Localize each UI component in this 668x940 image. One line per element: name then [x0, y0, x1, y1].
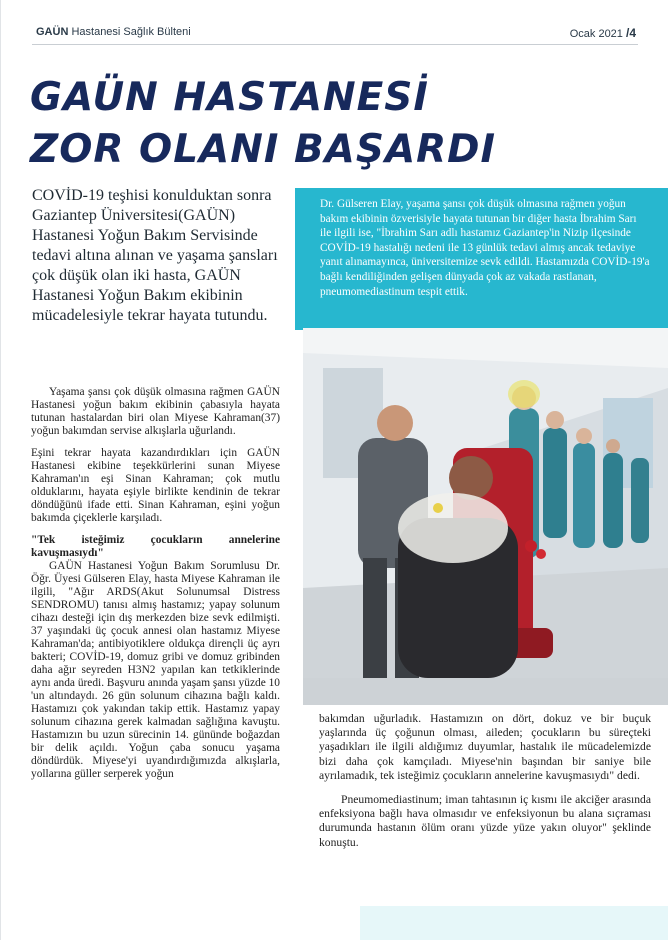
headline-line-2: ZOR OLANI BAŞARDI	[30, 127, 497, 172]
paragraph-3: GAÜN Hastanesi Yoğun Bakım Sorumlusu Dr. Öğr. Üyesi Gülseren Elay, hasta Miyese Kahraman ile ilgili, "Ağır ARDS(Akut Solunumsal Distress SENDROMU) tanısı almış hastamız; yapay solunum cihazı desteği için dış merkezden bize sevk edilmişti. 37 yaşındaki üç çocuk annesi olan hastamız Miyese Kahraman'da; antibiyotiklere oldukça dirençli üç ayrı bakteri; COVİD-19, domuz gribi ve domuz gribinden daha ağır seyreden H3N2 yapılan kan tetkiklerinde aynı anda üredi. Başvuru anında yaşam şansı yüzde 10 'un altındaydı. 26 gün solunum cihazına bağlı kaldı. Hastamızı çok yakından takip ettik. Hastamız yapay solunum cihazına gerek kalmadan sağlığına kavuştu. Hastamızın bu uzun sürecinin 14. gününde boğazdan bir delik açıldı. Yoğun çaba sonucu yaşama döndürdük. Miyese'yi uyandırdığımızda alkışlarla, yollarına güller serperek yoğun	[31, 560, 280, 780]
page-edge-line	[0, 0, 1, 940]
article-headline	[30, 72, 630, 176]
paragraph-4: bakımdan uğurladık. Hastamızın on dört, dokuz ve bir buçuk yaşlarında üç çoğunun olması, aileden; çocukların bu süreçteki yaşadıkları ile ilgili aldığımız duyumlar, hastalık ile mücadelemizde bizi daha çok kamçıladı. Miyese'nin başından bir saniye bile ayrılamadık, tek isteğimiz çocukların annelerine kavuşmasıydı" dedi.	[319, 712, 651, 782]
page-number: /4	[625, 26, 636, 40]
bulletin-title	[36, 26, 191, 38]
bulletin-name: Hastanesi Sağlık Bülteni	[71, 26, 191, 38]
article-photo	[303, 328, 668, 705]
header-divider	[32, 44, 638, 45]
article-lead: COVİD-19 teşhisi konulduktan sonra Gaziantep Üniversitesi(GAÜN) Hastanesi Yoğun Bakım Servisinde tedavi altına alınan ve yaşama şansları çok düşük olan iki hasta, GAÜN Hastanesi Yoğun Bakım ekibinin mücadelesiyle tekrar hayata tutundu.	[32, 187, 278, 324]
bulletin-brand: GAÜN	[36, 26, 69, 38]
paragraph-2: Eşini tekrar hayata kazandırdıkları için GAÜN Hastanesi ekibine teşekkürlerini sunan Miyese Kahraman'ın eşi Sinan Kahraman; çok mutlu olduklarını, hayata eşiyle birlikte kendinin de tekrar döndüğünü ifade etti. Sinan Kahraman, eşini yoğun bakımda çiçeklerle karşıladı.	[31, 447, 280, 524]
photo-illustration	[303, 328, 668, 705]
issue-date: Ocak 2021	[569, 28, 623, 40]
page-header	[36, 24, 636, 42]
corner-accent	[360, 906, 668, 940]
quote-subheading: "Tek isteğimiz çocukların annelerine kavuşmasıydı"	[31, 534, 280, 559]
highlight-text: Dr. Gülseren Elay, yaşama şansı çok düşük olmasına rağmen yoğun bakım ekibinin özverisiyle hayata tutunan bir diğer hasta İbrahim Sarı ile ilgili ise, "İbrahim Sarı adlı hastamız Gaziantep'in Nizip ilçesinde COVİD-19 hastalığı nedeni ile 13 günlük tedavi almış ancak tedaviye yanıt alınamayınca, üniversitemize sevk edildi. Hastamızda COVİD-19'a bağlı kendiliğinden gelişen dünyada çok az vakada rastlanan, pneumomediastinum tespit ettik.	[320, 198, 650, 298]
headline-line-1: GAÜN HASTANESİ	[30, 75, 429, 120]
paragraph-5: Pneumomediastinum; iman tahtasının iç kısmı ile akciğer arasında enfeksiyona bağlı hava olmasıdır ve enfeksiyonun bu alana sıçraması durumunda hastanın ölüm oranı yüzde yüze yakın oluyor" şeklinde konuştu.	[319, 793, 651, 849]
paragraph-1: Yaşama şansı çok düşük olmasına rağmen GAÜN Hastanesi yoğun bakım ekibinin çabasıyla hayata tutunan hastalardan biri olan Miyese Kahraman(37) yoğun bakımdan servise alkışlarla uğurlandı.	[31, 386, 280, 437]
issue-info	[570, 26, 636, 40]
left-column	[31, 386, 280, 790]
right-column	[319, 712, 651, 860]
